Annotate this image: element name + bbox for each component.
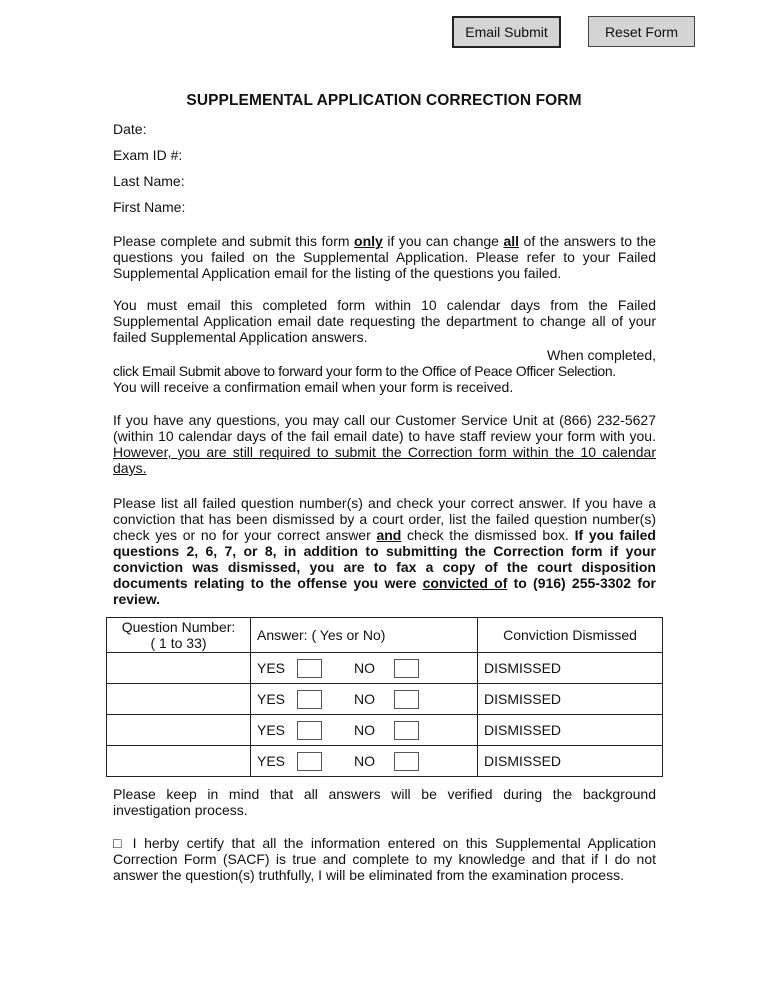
- page-title: SUPPLEMENTAL APPLICATION CORRECTION FORM: [186, 92, 582, 109]
- verification-notice: Please keep in mind that all answers will be verified during the background investigation process.: [113, 786, 656, 818]
- answer-cell: [251, 684, 478, 715]
- dismissed-cell[interactable]: DISMISSED: [478, 684, 663, 715]
- failed-questions-table: [106, 617, 663, 777]
- instructions-paragraph: Please complete and submit this form only if you can change all of the answers to the questions you failed on the Supplemental Application. Please refer to your Failed Supplemental Application email for the listing of the questions you failed.: [113, 233, 656, 281]
- answer-cell: [251, 746, 478, 777]
- list-failed-questions-paragraph: Please list all failed question number(s) and check your correct answer. If you have a conviction that has been dismissed by a court order, list the failed question number(s) check yes or no for your correct answer and check the dismissed box. If you failed questions 2, 6, 7, or 8, in addition to submitting the Correction form if your conviction was dismissed, you are to fax a copy of the court disposition documents relating to the offense you were convicted of to (916) 255-3302 for review.: [113, 495, 656, 607]
- no-checkbox[interactable]: [394, 659, 419, 678]
- reset-form-button[interactable]: Reset Form: [588, 16, 695, 47]
- question-number-header: Question Number: ( 1 to 33): [107, 618, 251, 653]
- answer-cell: [251, 653, 478, 684]
- questions-paragraph: If you have any questions, you may call our Customer Service Unit at (866) 232-5627 (within 10 calendar days of the fail email date) to have staff review your form with you. However, you are still required to submit the Correction form within the 10 calendar days.: [113, 412, 656, 476]
- confirmation-text: You will receive a confirmation email when your form is received.: [113, 379, 514, 395]
- yes-label: YES: [257, 660, 286, 676]
- no-checkbox[interactable]: [394, 721, 419, 740]
- yes-checkbox[interactable]: [297, 659, 322, 678]
- date-field-label: Date:: [113, 121, 147, 137]
- question-number-input[interactable]: [107, 653, 251, 684]
- dismissed-cell[interactable]: DISMISSED: [478, 715, 663, 746]
- answer-header: Answer: ( Yes or No): [251, 618, 478, 653]
- dismissed-cell[interactable]: DISMISSED: [478, 653, 663, 684]
- last-name-field-label: Last Name:: [113, 173, 185, 189]
- yes-checkbox[interactable]: [297, 752, 322, 771]
- when-completed-text: When completed,: [547, 347, 656, 363]
- no-label: NO: [354, 660, 375, 676]
- email-submit-button[interactable]: Email Submit: [452, 16, 561, 48]
- table-row: [107, 653, 663, 684]
- dismissed-cell[interactable]: DISMISSED: [478, 746, 663, 777]
- certification-paragraph: □ I herby certify that all the information entered on this Supplemental Application Correction Form (SACF) is true and complete to my knowledge and that if I do not answer the question(s) truthfully, I will be eliminated from the examination process.: [113, 835, 656, 883]
- table-row: [107, 715, 663, 746]
- answer-cell: [251, 715, 478, 746]
- question-number-input[interactable]: [107, 746, 251, 777]
- yes-checkbox[interactable]: [297, 721, 322, 740]
- yes-label: YES: [257, 722, 286, 738]
- deadline-paragraph: You must email this completed form within 10 calendar days from the Failed Supplemental Application email date requesting the department to change all of your failed Supplemental Application answers.: [113, 297, 656, 345]
- yes-label: YES: [257, 691, 286, 707]
- question-number-input[interactable]: [107, 684, 251, 715]
- email-submit-instruction: click Email Submit above to forward your form to the Office of Peace Officer Selection.: [113, 363, 616, 379]
- no-label: NO: [354, 691, 375, 707]
- no-label: NO: [354, 722, 375, 738]
- exam-id-field-label: Exam ID #:: [113, 147, 183, 163]
- table-row: [107, 684, 663, 715]
- no-checkbox[interactable]: [394, 752, 419, 771]
- first-name-field-label: First Name:: [113, 199, 186, 215]
- yes-label: YES: [257, 753, 286, 769]
- yes-checkbox[interactable]: [297, 690, 322, 709]
- table-row: [107, 746, 663, 777]
- certify-checkbox[interactable]: □: [113, 835, 126, 851]
- conviction-dismissed-header: Conviction Dismissed: [478, 618, 663, 653]
- question-number-input[interactable]: [107, 715, 251, 746]
- no-checkbox[interactable]: [394, 690, 419, 709]
- no-label: NO: [354, 753, 375, 769]
